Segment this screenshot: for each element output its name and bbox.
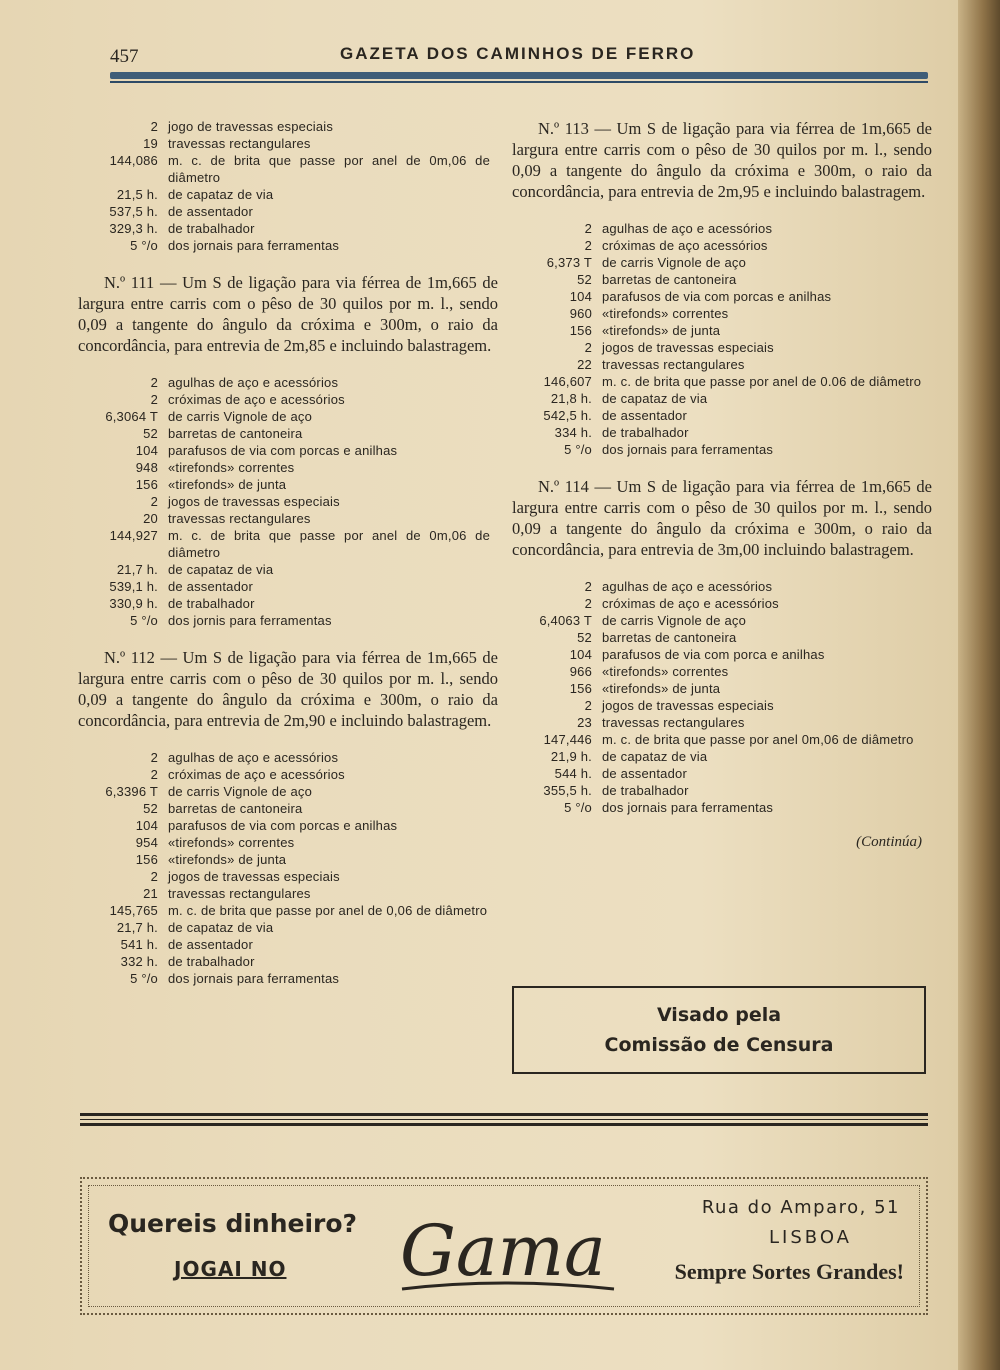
item-quantity: 156 bbox=[569, 681, 592, 696]
item-quantity: 5 °/o bbox=[564, 442, 592, 457]
item-description: parafusos de via com porcas e anilhas bbox=[168, 443, 398, 458]
item-quantity: 21,8 h. bbox=[550, 391, 592, 406]
list-item bbox=[512, 663, 932, 680]
item-quantity: 2 bbox=[584, 340, 592, 355]
item-description: de capataz de via bbox=[168, 562, 274, 577]
list-item bbox=[512, 714, 932, 731]
gama-logo-text: Gama bbox=[400, 1210, 606, 1292]
continua-note: (Continúa) bbox=[856, 834, 922, 850]
item-quantity: 539,1 h. bbox=[109, 579, 158, 594]
item-quantity: 330,9 h. bbox=[109, 596, 158, 611]
gama-logo bbox=[392, 1197, 622, 1297]
item-description: travessas rectangulares bbox=[168, 886, 311, 901]
item-quantity: 355,5 h. bbox=[543, 783, 592, 798]
item-description: travessas rectangulares bbox=[602, 357, 745, 372]
item-description: de trabalhador bbox=[168, 221, 255, 236]
item-description: «tirefonds» de junta bbox=[168, 477, 287, 492]
list-item bbox=[78, 902, 498, 919]
list-item bbox=[512, 407, 932, 424]
list-item bbox=[78, 766, 498, 783]
item-description: parafusos de via com porcas e anilhas bbox=[602, 289, 832, 304]
list-item bbox=[512, 373, 932, 390]
item-description: de assentador bbox=[602, 408, 687, 423]
list-item bbox=[512, 782, 932, 799]
list-item bbox=[78, 885, 498, 902]
item-quantity: 20 bbox=[143, 511, 158, 526]
list-item bbox=[512, 220, 932, 237]
list-item bbox=[78, 459, 498, 476]
header-rule bbox=[110, 72, 928, 79]
list-item bbox=[78, 595, 498, 612]
item-description: barretas de cantoneira bbox=[602, 630, 737, 645]
item-description: m. c. de brita que passe por anel de 0.06 de diâmetro bbox=[602, 374, 922, 389]
list-item bbox=[78, 800, 498, 817]
list-item bbox=[512, 578, 932, 595]
list-item bbox=[78, 220, 498, 237]
list-item bbox=[78, 442, 498, 459]
item-quantity: 6,3064 T bbox=[105, 409, 158, 424]
item-quantity: 104 bbox=[135, 443, 158, 458]
list-item bbox=[512, 612, 932, 629]
censorship-line1: Visado pela bbox=[656, 1004, 782, 1026]
censorship-box bbox=[512, 986, 926, 1074]
list-item bbox=[78, 783, 498, 800]
list-item bbox=[512, 322, 932, 339]
item-description: dos jornais para ferramentas bbox=[168, 971, 340, 986]
paragraph-112: N.º 112 — Um S de ligação para via férrea de 1m,665 de largura entre carris com o pêso de 30 quilos por m. l., sendo 0,09 a tangente do ângulo da cróxima e 300m, o raio da concordância, para entrevia de 2m,90 e incluindo balastragem. bbox=[78, 648, 498, 730]
page-number: 457 bbox=[110, 46, 139, 67]
list-item bbox=[512, 305, 932, 322]
ad-subline: JOGAI NO bbox=[174, 1257, 287, 1281]
item-description: jogo de travessas especiais bbox=[168, 119, 334, 134]
item-description: de capataz de via bbox=[168, 920, 274, 935]
item-quantity: 156 bbox=[569, 323, 592, 338]
item-description: parafusos de via com porca e anilhas bbox=[602, 647, 825, 662]
item-quantity: 23 bbox=[577, 715, 592, 730]
item-description: dos jornais para ferramentas bbox=[168, 238, 340, 253]
item-description: «tirefonds» de junta bbox=[602, 323, 721, 338]
list-item bbox=[512, 254, 932, 271]
list-item bbox=[78, 970, 498, 987]
item-quantity: 104 bbox=[135, 818, 158, 833]
item-description: travessas rectangulares bbox=[168, 136, 311, 151]
item-quantity: 6,373 T bbox=[546, 255, 592, 270]
item-quantity: 2 bbox=[584, 596, 592, 611]
list-item bbox=[512, 424, 932, 441]
item-quantity: 5 °/o bbox=[564, 800, 592, 815]
list-item bbox=[78, 919, 498, 936]
censorship-line2: Comissão de Censura bbox=[604, 1034, 834, 1056]
list-item bbox=[78, 851, 498, 868]
item-quantity: 966 bbox=[569, 664, 592, 679]
list-item bbox=[78, 936, 498, 953]
item-quantity: 156 bbox=[135, 852, 158, 867]
item-description: de assentador bbox=[168, 937, 253, 952]
item-quantity: 21 bbox=[143, 886, 158, 901]
list-item bbox=[78, 817, 498, 834]
right-column bbox=[512, 118, 932, 851]
item-quantity: 2 bbox=[150, 375, 158, 390]
item-quantity: 104 bbox=[569, 647, 592, 662]
item-quantity: 332 h. bbox=[120, 954, 158, 969]
item-description: m. c. de brita que passe por anel de 0m,06 de diâmetro bbox=[168, 528, 490, 560]
item-quantity: 156 bbox=[135, 477, 158, 492]
separator-rule-bottom bbox=[80, 1123, 928, 1126]
list-item bbox=[78, 408, 498, 425]
item-description: de assentador bbox=[168, 579, 253, 594]
item-quantity: 2 bbox=[150, 494, 158, 509]
list-item bbox=[78, 493, 498, 510]
list-113 bbox=[512, 220, 932, 458]
list-item bbox=[512, 288, 932, 305]
item-quantity: 144,086 bbox=[109, 153, 158, 168]
header-rule-thin bbox=[110, 81, 928, 83]
list-item bbox=[78, 749, 498, 766]
item-quantity: 2 bbox=[584, 221, 592, 236]
item-quantity: 21,7 h. bbox=[116, 920, 158, 935]
list-item bbox=[78, 834, 498, 851]
item-quantity: 329,3 h. bbox=[109, 221, 158, 236]
item-description: travessas rectangulares bbox=[602, 715, 745, 730]
item-description: dos jornis para ferramentas bbox=[168, 613, 332, 628]
separator-rule-mid bbox=[80, 1119, 928, 1120]
list-item bbox=[512, 629, 932, 646]
item-description: «tirefonds» correntes bbox=[168, 460, 295, 475]
item-quantity: 2 bbox=[150, 869, 158, 884]
item-description: de carris Vignole de aço bbox=[168, 784, 313, 799]
list-top bbox=[78, 118, 498, 254]
item-description: agulhas de aço e acessórios bbox=[168, 750, 339, 765]
item-description: de assentador bbox=[602, 766, 687, 781]
item-description: jogos de travessas especiais bbox=[168, 869, 340, 884]
item-description: barretas de cantoneira bbox=[602, 272, 737, 287]
list-item bbox=[78, 203, 498, 220]
item-description: agulhas de aço e acessórios bbox=[168, 375, 339, 390]
item-quantity: 147,446 bbox=[543, 732, 592, 747]
list-item bbox=[78, 868, 498, 885]
item-quantity: 2 bbox=[584, 698, 592, 713]
item-quantity: 144,927 bbox=[109, 528, 158, 543]
item-quantity: 21,5 h. bbox=[116, 187, 158, 202]
list-item bbox=[512, 441, 932, 458]
item-quantity: 19 bbox=[143, 136, 158, 151]
paragraph-114: N.º 114 — Um S de ligação para via férrea de 1m,665 de largura entre carris com o pêso de 30 quilos por m. l., sendo 0,09 a tangente do ângulo da cróxima e 300m, o raio da concordância, para entrevia de 3m,00 incluindo balastragem. bbox=[512, 477, 932, 559]
paragraph-113: N.º 113 — Um S de ligação para via férrea de 1m,665 de largura entre carris com o pêso de 30 quilos por m. l., sendo 0,09 a tangente do ângulo da cróxima e 300m, o raio da concordância, para entrevia de 2m,95 e incluindo balastragem. bbox=[512, 119, 932, 201]
item-description: de trabalhador bbox=[602, 783, 689, 798]
list-item bbox=[512, 595, 932, 612]
item-description: dos jornais para ferramentas bbox=[602, 800, 774, 815]
list-item bbox=[512, 748, 932, 765]
item-description: cróximas de aço e acessórios bbox=[168, 392, 345, 407]
list-item bbox=[78, 425, 498, 442]
item-quantity: 5 °/o bbox=[130, 613, 158, 628]
book-spine-edge bbox=[958, 0, 1000, 1370]
item-quantity: 6,3396 T bbox=[105, 784, 158, 799]
item-quantity: 544 h. bbox=[554, 766, 592, 781]
list-item bbox=[512, 339, 932, 356]
item-quantity: 6,4063 T bbox=[539, 613, 592, 628]
ad-city: LISBOA bbox=[769, 1227, 852, 1248]
list-item bbox=[78, 391, 498, 408]
left-column bbox=[78, 118, 498, 1005]
list-item bbox=[512, 237, 932, 254]
ad-slogan: Sempre Sortes Grandes! bbox=[674, 1259, 904, 1284]
list-item bbox=[78, 476, 498, 493]
item-quantity: 954 bbox=[135, 835, 158, 850]
list-item bbox=[512, 765, 932, 782]
list-item bbox=[78, 510, 498, 527]
list-item bbox=[78, 118, 498, 135]
item-description: «tirefonds» correntes bbox=[168, 835, 295, 850]
item-quantity: 21,9 h. bbox=[550, 749, 592, 764]
item-description: de carris Vignole de aço bbox=[602, 255, 747, 270]
paragraph-111: N.º 111 — Um S de ligação para via férrea de 1m,665 de largura entre carris com o pêso de 30 quilos por m. l., sendo 0,09 a tangente do ângulo da cróxima e 300m, o raio da concordância, para entrevia de 2m,85 e incluindo balastragem. bbox=[78, 273, 498, 355]
item-description: «tirefonds» de junta bbox=[602, 681, 721, 696]
item-quantity: 541 h. bbox=[120, 937, 158, 952]
item-description: de carris Vignole de aço bbox=[168, 409, 313, 424]
item-quantity: 2 bbox=[584, 238, 592, 253]
item-description: «tirefonds» correntes bbox=[602, 664, 729, 679]
list-112 bbox=[78, 749, 498, 987]
item-description: travessas rectangulares bbox=[168, 511, 311, 526]
list-item bbox=[78, 186, 498, 203]
item-description: cróximas de aço e acessórios bbox=[168, 767, 345, 782]
item-description: jogos de travessas especiais bbox=[602, 340, 774, 355]
item-description: de trabalhador bbox=[602, 425, 689, 440]
item-description: m. c. de brita que passe por anel de 0m,06 de diâmetro bbox=[168, 153, 490, 185]
list-item bbox=[78, 578, 498, 595]
item-description: de trabalhador bbox=[168, 596, 255, 611]
item-quantity: 145,765 bbox=[109, 903, 158, 918]
item-description: dos jornais para ferramentas bbox=[602, 442, 774, 457]
item-quantity: 2 bbox=[150, 119, 158, 134]
item-quantity: 334 h. bbox=[554, 425, 592, 440]
item-description: de assentador bbox=[168, 204, 253, 219]
item-quantity: 2 bbox=[584, 579, 592, 594]
list-111 bbox=[78, 374, 498, 629]
list-item bbox=[78, 953, 498, 970]
item-quantity: 52 bbox=[577, 272, 592, 287]
item-description: «tirefonds» de junta bbox=[168, 852, 287, 867]
list-item bbox=[512, 271, 932, 288]
list-item bbox=[512, 697, 932, 714]
item-description: agulhas de aço e acessórios bbox=[602, 579, 773, 594]
item-description: parafusos de via com porcas e anilhas bbox=[168, 818, 398, 833]
item-description: m. c. de brita que passe por anel de 0,06 de diâmetro bbox=[168, 903, 488, 918]
list-item bbox=[512, 731, 932, 748]
item-quantity: 52 bbox=[143, 801, 158, 816]
ad-headline: Quereis dinheiro? bbox=[108, 1209, 358, 1238]
item-description: de trabalhador bbox=[168, 954, 255, 969]
item-description: de carris Vignole de aço bbox=[602, 613, 747, 628]
item-description: jogos de travessas especiais bbox=[168, 494, 340, 509]
item-quantity: 542,5 h. bbox=[543, 408, 592, 423]
item-description: agulhas de aço e acessórios bbox=[602, 221, 773, 236]
item-description: barretas de cantoneira bbox=[168, 801, 303, 816]
list-item bbox=[512, 390, 932, 407]
item-quantity: 22 bbox=[577, 357, 592, 372]
item-quantity: 146,607 bbox=[543, 374, 592, 389]
list-item bbox=[512, 646, 932, 663]
list-item bbox=[512, 356, 932, 373]
item-description: cróximas de aço acessórios bbox=[602, 238, 768, 253]
list-item bbox=[78, 374, 498, 391]
item-description: «tirefonds» correntes bbox=[602, 306, 729, 321]
item-description: de capataz de via bbox=[602, 391, 708, 406]
item-description: barretas de cantoneira bbox=[168, 426, 303, 441]
list-item bbox=[78, 612, 498, 629]
list-item bbox=[78, 152, 498, 186]
list-114 bbox=[512, 578, 932, 816]
item-quantity: 948 bbox=[135, 460, 158, 475]
item-quantity: 52 bbox=[577, 630, 592, 645]
item-quantity: 2 bbox=[150, 767, 158, 782]
item-description: m. c. de brita que passe por anel 0m,06 de diâmetro bbox=[602, 732, 914, 747]
advertisement-box bbox=[80, 1177, 928, 1315]
item-description: de capataz de via bbox=[602, 749, 708, 764]
list-item bbox=[78, 237, 498, 254]
list-item bbox=[512, 799, 932, 816]
item-quantity: 5 °/o bbox=[130, 971, 158, 986]
separator-rule-top bbox=[80, 1113, 928, 1116]
item-description: jogos de travessas especiais bbox=[602, 698, 774, 713]
list-item bbox=[512, 680, 932, 697]
list-item bbox=[78, 135, 498, 152]
item-quantity: 5 °/o bbox=[130, 238, 158, 253]
item-description: de capataz de via bbox=[168, 187, 274, 202]
item-quantity: 21,7 h. bbox=[116, 562, 158, 577]
item-quantity: 2 bbox=[150, 392, 158, 407]
list-item bbox=[78, 527, 498, 561]
item-quantity: 104 bbox=[569, 289, 592, 304]
list-item bbox=[78, 561, 498, 578]
ad-address: Rua do Amparo, 51 bbox=[701, 1197, 900, 1218]
item-quantity: 537,5 h. bbox=[109, 204, 158, 219]
item-quantity: 52 bbox=[143, 426, 158, 441]
item-quantity: 2 bbox=[150, 750, 158, 765]
journal-title: GAZETA DOS CAMINHOS DE FERRO bbox=[340, 44, 696, 63]
item-description: cróximas de aço e acessórios bbox=[602, 596, 779, 611]
item-quantity: 960 bbox=[569, 306, 592, 321]
